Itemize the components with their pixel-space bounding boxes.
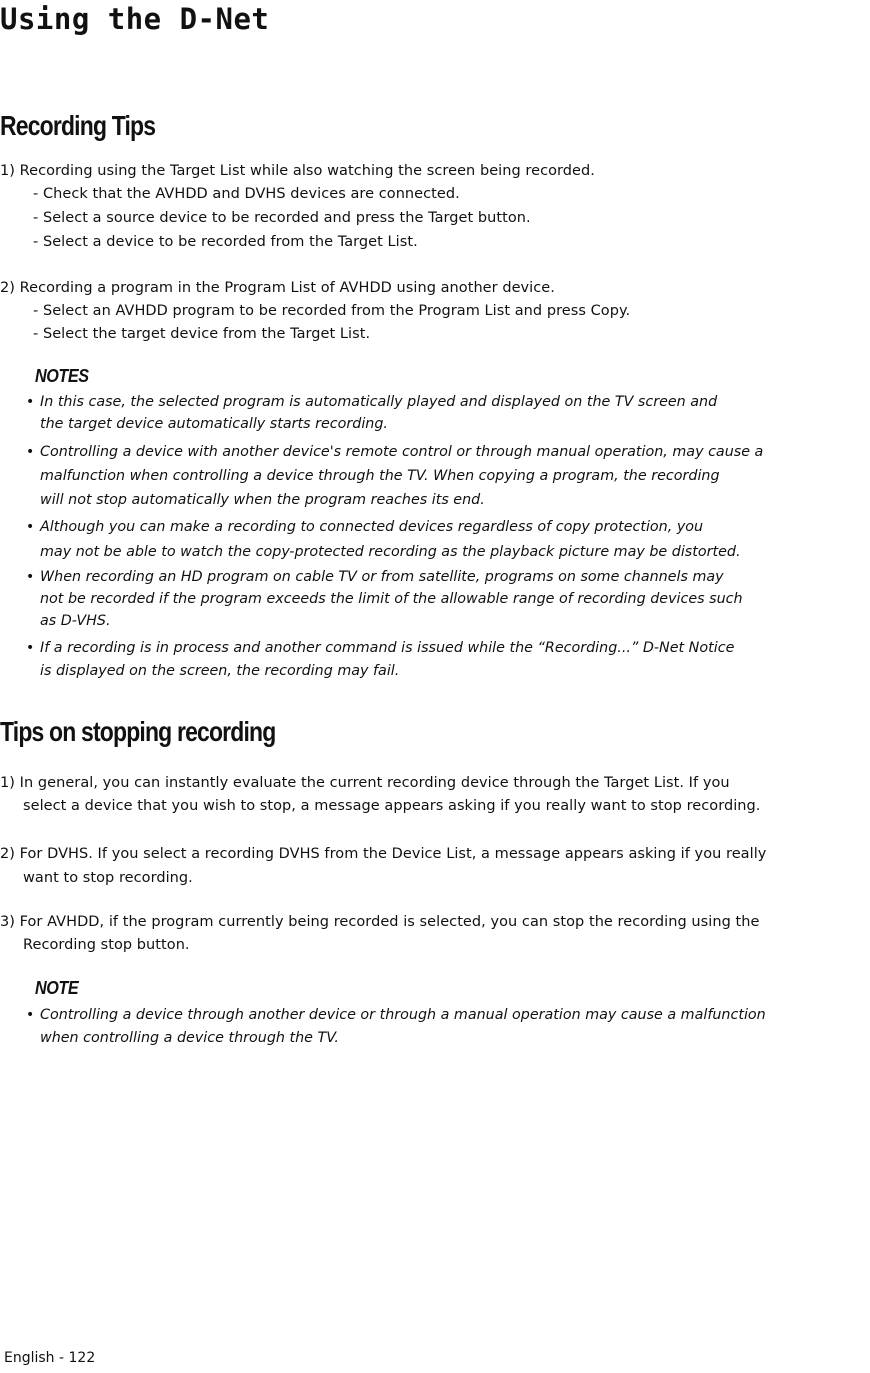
bullet-icon: • xyxy=(26,394,35,410)
note-item-4-cont-1: not be recorded if the program exceeds the limit of the allowable range of recording devices such xyxy=(40,591,743,607)
stopping-tip-3-cont: Recording stop button. xyxy=(23,937,190,953)
recording-tip-2: 2) Recording a program in the Program List of AVHDD using another device. xyxy=(0,280,555,296)
bullet-icon: • xyxy=(26,1007,35,1023)
note-item-2-cont-2: will not stop automatically when the program reaches its end. xyxy=(40,492,485,508)
note-item-5: • If a recording is in process and another command is issued while the “Recording...” D-Net Notice xyxy=(26,637,734,659)
bullet-icon: • xyxy=(26,569,35,585)
stopping-tip-3: 3) For AVHDD, if the program currently being recorded is selected, you can stop the recording using the xyxy=(0,914,760,930)
stopping-tip-2: 2) For DVHS. If you select a recording DVHS from the Device List, a message appears asking if you really xyxy=(0,846,767,862)
note-item-1-cont: the target device automatically starts recording. xyxy=(40,416,388,432)
notes-label: NOTES xyxy=(35,366,89,386)
note-item-2-cont-1: malfunction when controlling a device through the TV. When copying a program, the recording xyxy=(40,468,720,484)
recording-tip-1: 1) Recording using the Target List while also watching the screen being recorded. xyxy=(0,163,595,179)
stopping-tip-1: 1) In general, you can instantly evaluate the current recording device through the Target List. If you xyxy=(0,775,730,791)
recording-tips-heading: Recording Tips xyxy=(0,110,156,141)
note-item-3: • Although you can make a recording to connected devices regardless of copy protection, you xyxy=(26,516,703,538)
stopping-tip-1-cont: select a device that you wish to stop, a message appears asking if you really want to stop recording. xyxy=(23,798,761,814)
recording-tip-1-step-1: - Check that the AVHDD and DVHS devices are connected. xyxy=(33,186,460,202)
page-footer: English - 122 xyxy=(4,1350,96,1366)
note-item-5-cont: is displayed on the screen, the recording may fail. xyxy=(40,663,400,679)
note-item-2: • Controlling a device with another device's remote control or through manual operation, may cause a xyxy=(26,441,763,463)
note-label: NOTE xyxy=(35,978,79,998)
stopping-tip-2-cont: want to stop recording. xyxy=(23,870,193,886)
note-item-4-cont-2: as D-VHS. xyxy=(40,613,111,629)
recording-tip-1-step-2: - Select a source device to be recorded and press the Target button. xyxy=(33,210,531,226)
recording-tip-2-step-2: - Select the target device from the Target List. xyxy=(33,326,371,342)
page-title: Using the D-Net xyxy=(0,2,270,36)
bullet-icon: • xyxy=(26,640,35,656)
bullet-icon: • xyxy=(26,519,35,535)
note-item-1: • In this case, the selected program is automatically played and displayed on the TV screen and xyxy=(26,391,717,413)
note-item-4: • When recording an HD program on cable TV or from satellite, programs on some channels may xyxy=(26,566,724,588)
note-item-3-cont: may not be able to watch the copy-protected recording as the playback picture may be distorted. xyxy=(40,544,741,560)
recording-tip-2-step-1: - Select an AVHDD program to be recorded from the Program List and press Copy. xyxy=(33,303,631,319)
stopping-tips-heading: Tips on stopping recording xyxy=(0,716,276,747)
stopping-note: • Controlling a device through another device or through a manual operation may cause a malfunction xyxy=(26,1004,766,1026)
stopping-note-cont: when controlling a device through the TV. xyxy=(40,1030,339,1046)
recording-tip-1-step-3: - Select a device to be recorded from the Target List. xyxy=(33,234,418,250)
bullet-icon: • xyxy=(26,444,35,460)
